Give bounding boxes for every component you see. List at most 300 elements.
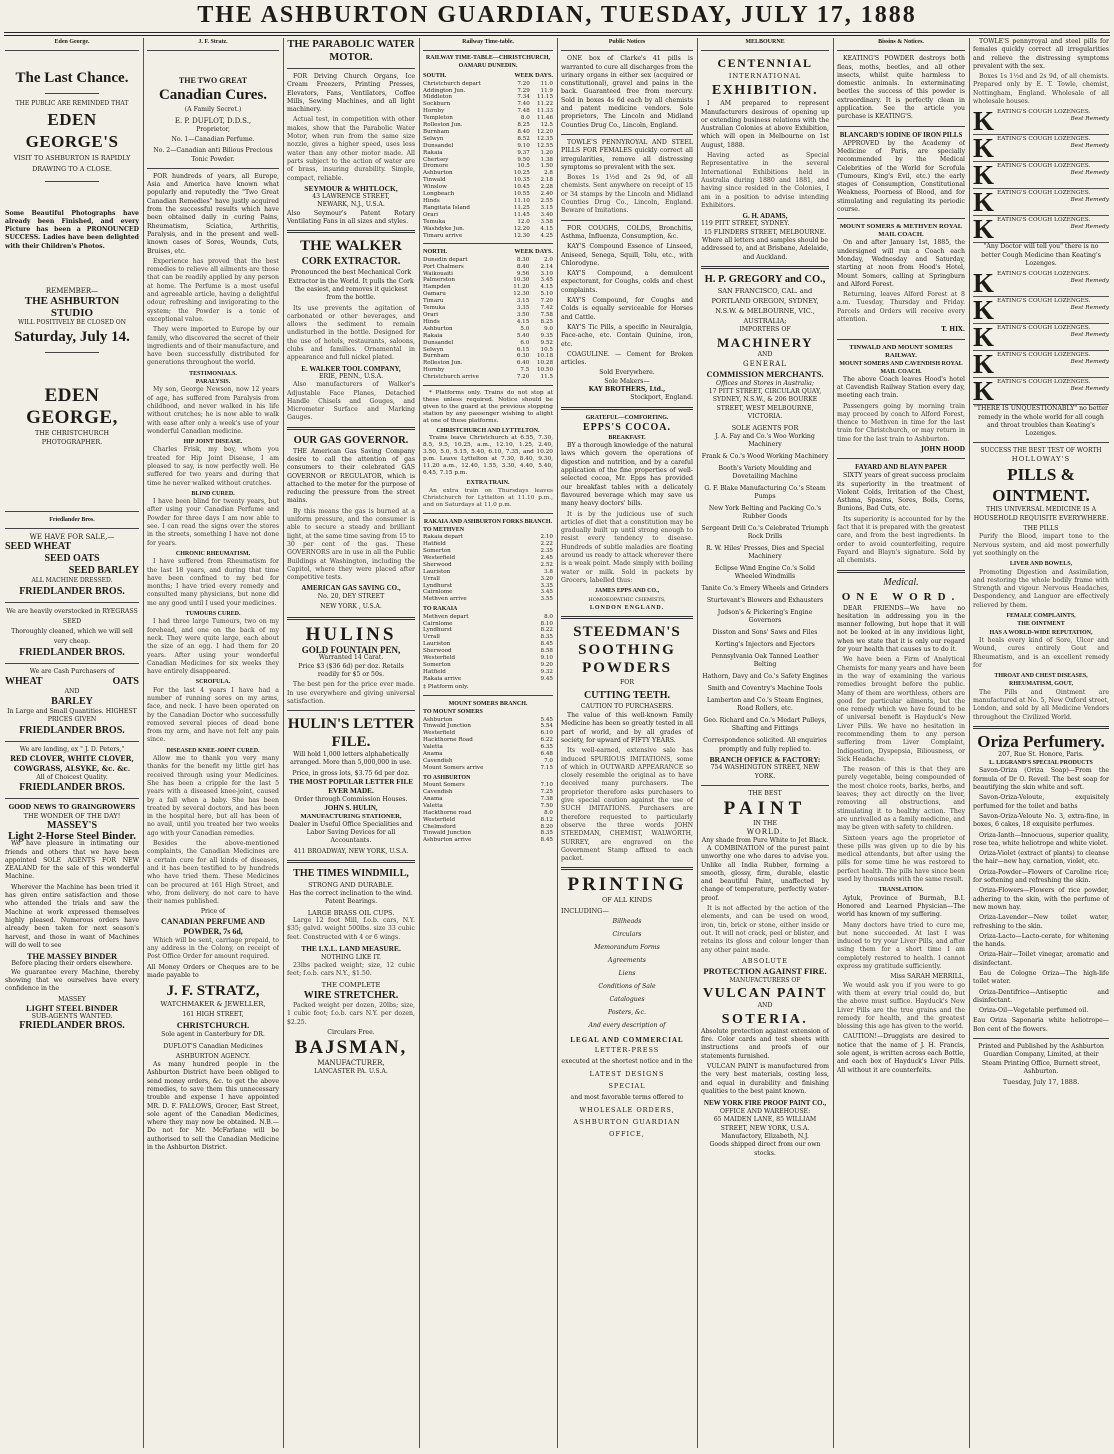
- departure-time: 2.18: [540, 177, 553, 184]
- translation-heading: TRANSLATION.: [878, 887, 924, 894]
- windmill-text: Has the correct inclination to the wind. Patent Bearings.: [289, 890, 413, 906]
- stationer-sub: Dealer in Useful Office Specialities and Labor Saving Devices for all Accountants.: [289, 820, 413, 845]
- rheumatism-gout: RHEUMATISM, GOUT,: [1009, 681, 1073, 688]
- column-6: MELBOURNE CENTENNIAL INTERNATIONAL EXHIBITION. I AM prepared to represent Manufacturers desirous of opening up or extending business relations with the Australian Colonies at above Exhibition, which will open in Melbourne on 1st August, 1888. Having acted as Special Representative in the several International Exhibitions held in Australia during 1880 and 1881, and having since resided in the Colonies, I am in a position to advise intending Exhibitors. G. H. ADAMS, 119 PITT STREET, SYDNEY. 15 FLINDERS STREET, MELBOURNE. Where all letters and samples should be addressed to, and at Brisbane, Adelaide, and Auckland. H. P. GREGORY and CO., SAN FRANCISCO, CAL. and PORTLAND OREGON, SYDNEY, N.S.W. & MELBOURNE, VIC., AUSTRALIA; IMPORTERS OF MACHINERY AND GENERAL COMMISSION MERCHANTS. Offices and Stores in Australia; 17 PITT STREET, CIRCULAR QUAY, SYDNEY, N.S.W., & 206 BOURKE STREET, WEST MELBOURNE, VICTORIA. SOLE AGENTS FOR J. A. Fay and Co.'s Woo Working Machinery Frank & Co.'s Wood Working Machinery Booth's Variety Moulding and Dovetailing Machine G. F. Blake Manufacturing Co.'s Steam Pumps New York Belting and Packing Co.'s Rubber Goods Sergeant Drill Co.'s Celebrated Triumph Rock Drills R. W. Hiles' Presses, Dies and Special Machinery Eclipse Wind Engine Co.'s Solid Wheeled Windmills Tanite Co.'s Emery Wheels and Grinders Sturtevant's Blowers and Exhausters Judson's & Pickering's Engine Governors Disston and Sons' Saws and Files Korting's Injectors and Ejectors Pennsylvania Oak Tanned Leather Belting Hathorn, Davy and Co.'s Safety Engines Smith and Coventry's Machine Tools Lamberton and Co.'s Steam Engines, Road Rollers, etc. Geo. Richard and Co.'s Medart Pulleys, Shafting and Fittings Correspondence solicited. All enquiries promptly and fully replied to. BRANCH OFFICE & FACTORY: 754 WASHINGTON STREET, NEW YORK. THE BEST PAINT IN THE WORLD. Any shade from Pure White to Jet Black. A COMBINATION of the purest paint unworthy one who dares to advise you. Unlike all India Rubber, forming a smooth, glossy, firm, durable, elastic and beautiful Paint, unaffected by change of temperature, perfectly water-proof. It is not affected by the action of the elements, and can be used on wood, iron, tin, brick or stone, either inside or out. It will not crack, peel or blister, and retains its gloss and colour longer than any other paint made. ABSOLUTE PROTECTION AGAINST FIRE. MANUFACTURERS OF VULCAN PAINT AND SOTERIA. Absolute protection against extension of fire. Color cards and test sheets with instructions and proofs of our statements furnished. VULCAN PAINT is manufactured from the very best materials, costing less, and equal in durability and finishing qualities to the best paint known. NEW YORK FIRE PROOF PAINT CO., OFFICE AND WAREHOUSE: 65 MAIDEN LANE, 85 WILLIAM STREET, NEW YORK, U.S.A. Manufactory, Elizabeth, N.J. Goods shipped direct from our own stocks.: [701, 39, 829, 1157]
- oriza-address: 207, Rue St. Honore, Paris.: [998, 750, 1084, 758]
- timetable-row: [423, 824, 553, 831]
- column-divider: [833, 38, 834, 1448]
- sadler-signature: Miss SARAH MERRILL,: [890, 973, 965, 981]
- to-rakaia: TO RAKAIA: [423, 606, 458, 613]
- station-name: Sockburn: [423, 101, 451, 108]
- departure-time: 8.45: [540, 641, 553, 648]
- station-name: Addington Jun.: [423, 87, 466, 94]
- keatings-title: EATING'S COUGH LOZENGES.: [997, 217, 1091, 224]
- landing-text: We are landing, ex " J. D. Peters,": [19, 745, 125, 753]
- agent-item: Tanite Co.'s Emery Wheels and Grinders: [701, 585, 829, 593]
- exhibition-text: I AM prepared to represent Manufacturers desirous of opening up or extending business relations with the Australian Colonies at above Exhibition, which will open in Melbourne on 1st August, 1888.: [701, 100, 829, 149]
- timetable-row: [423, 284, 553, 291]
- timetable-row: [423, 803, 553, 810]
- gas-text: THE American Gas Saving Company desire to call the attention of gas consumers to their celebrated GAS GOVERNOR or REGULATOR, which is attached to the meter for the purpose of reducing the pressure from the street mains.: [287, 447, 415, 505]
- departure-time: 8.22: [540, 627, 553, 634]
- for-label: FOR: [619, 679, 635, 687]
- station-name: Middleton: [423, 94, 452, 101]
- departure-time: 7.40: [517, 101, 530, 108]
- station-name: Rangitata Island: [423, 204, 470, 211]
- departure-time: 3.15: [516, 298, 530, 305]
- departure-time: 9.20: [540, 661, 553, 668]
- departure-time: 9.35: [540, 332, 553, 339]
- letter-price: Price, in gross lots, $3.75 6d per doz.: [292, 769, 410, 777]
- sole-agents-label: SOLE AGENTS FOR: [731, 424, 799, 433]
- departure-time: 3.50: [516, 311, 530, 318]
- keatings-ad: [973, 297, 1109, 324]
- keatings-lozenge-ads: [973, 108, 1109, 243]
- timetable-row: [423, 353, 553, 360]
- departure-time: 8.40: [517, 128, 530, 135]
- circulars-free: Circulars Free.: [327, 1028, 375, 1036]
- female-complaints: FEMALE COMPLAINTS,: [1006, 613, 1076, 620]
- departure-time: 6.0: [520, 339, 530, 346]
- agent-item: J. A. Fay and Co.'s Woo Working Machinery: [715, 433, 815, 449]
- adams-name: G. H. ADAMS,: [742, 212, 788, 221]
- keatings-text: [997, 379, 1109, 393]
- departure-time: 5.10: [540, 291, 553, 298]
- departure-time: 10.35: [513, 177, 530, 184]
- station-name: Anama: [423, 795, 443, 802]
- station-name: Rakaia: [423, 149, 443, 156]
- james-epps: JAMES EPPS AND CO.,: [594, 588, 660, 595]
- ny-fire-proof: NEW YORK FIRE PROOF PAINT CO.,: [703, 1099, 827, 1108]
- printing-item: Memorandum Forms: [594, 944, 660, 952]
- wheat-label: WHEAT: [5, 675, 43, 687]
- station-name: Hornby: [423, 367, 445, 374]
- agent-item: Lamberton and Co.'s Steam Engines, Road Rollers, etc.: [706, 697, 824, 713]
- timetable-row: [423, 744, 553, 751]
- departure-time: 6.10: [540, 730, 553, 737]
- erie-label: ERIE, PENN., U.S.A.: [318, 372, 384, 380]
- keatings-powder-text: KEATING'S POWDER destroys both fleas, moths, beetles, and all other insects, whilst quite harmless to domestic animals. In exterminating beetles the success of this powder is extraordinary. It is perfectly clean in application. See the article you purchase is KEATING'S.: [837, 55, 965, 121]
- station-name: Lyndhurst: [423, 627, 452, 634]
- thoroughly-text: Thoroughly cleaned, which we will sell very cheap.: [11, 627, 133, 645]
- departure-time: 9.56: [516, 270, 530, 277]
- keatings-remedy: Best Remedy: [1070, 332, 1109, 339]
- station-name: Washdyke Jun.: [423, 225, 465, 232]
- sole-agent-text: Sole agent in Canterbury for DR. DUFLOT'S Canadian Medicines: [161, 1030, 265, 1050]
- masthead-rule: [4, 32, 1110, 33]
- departure-time: 3.58: [540, 218, 553, 225]
- tumours-heading: TUMOURS CURED.: [185, 611, 241, 618]
- station-name: Selwyn: [423, 135, 444, 142]
- wonder-text: THE WONDER OF THE DAY!: [23, 811, 121, 820]
- hulins-heading: HULINS: [305, 624, 397, 646]
- departure-time: 12.30: [513, 232, 530, 239]
- keatings-title: EATING'S COUGH LOZENGES.: [997, 379, 1091, 386]
- timetable-row: [423, 219, 553, 226]
- timetable-row: [423, 347, 553, 354]
- to-methven: TO METHVEN: [423, 526, 465, 533]
- station-name: Timaru arrive: [423, 232, 463, 239]
- timetable-row: [423, 789, 553, 796]
- printing-item: And every description of: [588, 1022, 666, 1030]
- keatings-remedy: Best Remedy: [1070, 386, 1109, 393]
- station-name: Valetta: [423, 802, 443, 809]
- agent-item: Judson's & Pickering's Engine Governors: [717, 609, 813, 625]
- executed-text: executed at the shortest notice and in the: [561, 1058, 693, 1066]
- family-secret: (A Family Secret.): [184, 105, 242, 113]
- oriza-product: Eau de Cologne Oriza—The high-life toilet water.: [973, 970, 1109, 986]
- departure-time: 11.5: [540, 374, 553, 381]
- printing-item: Billheads: [612, 918, 642, 926]
- station-name: Rolleston Jun.: [423, 360, 463, 367]
- station-name: Westerfield: [423, 655, 456, 662]
- timetable-row: [423, 81, 553, 88]
- north-header-row: [423, 248, 553, 256]
- timetable-row: [423, 150, 553, 157]
- special-label: SPECIAL: [608, 1082, 646, 1091]
- timetable-row: [423, 676, 553, 683]
- departure-time: 3.10: [540, 270, 553, 277]
- commission-heading: COMMISSION MERCHANTS.: [706, 368, 824, 379]
- railway-subheader: RAILWAY TIME-TABLE—CHRISTCHURCH, OAMARU DUNEDIN.: [425, 55, 551, 69]
- masthead: [0, 0, 1114, 30]
- timetable-row: [423, 541, 553, 548]
- bajsman-address: LANCASTER PA. U.S.A.: [314, 1067, 388, 1075]
- walker-title: THE WALKER: [300, 238, 402, 255]
- sole-makers: Sole Makers—: [604, 377, 650, 385]
- departure-time: 11.22: [536, 101, 553, 108]
- timetable-row: [423, 796, 553, 803]
- station-name: Port Chalmers: [423, 263, 464, 270]
- masseys-label: MASSEY'S: [46, 819, 97, 831]
- timetable-row: [423, 298, 553, 305]
- timetable-row: [423, 226, 553, 233]
- walker-text: Pronounced the best Mechanical Cork Extractor in the World. It pulls the Cork the easiest, and removes it quickest from the bottle.: [288, 269, 414, 302]
- oriza-product: Savon-Oriza-Veloute No. 3, extra-fine, in boxes, 6 cakes, 18 exquisite perfumes.: [973, 812, 1109, 829]
- agent-item: Hathorn, Davy and Co.'s Safety Engines: [702, 673, 828, 681]
- agent-item: Pennsylvania Oak Tanned Leather Belting: [711, 653, 819, 669]
- goods-shipped: Goods shipped direct from our own stocks.: [709, 1141, 821, 1157]
- departure-time: 5.0: [520, 325, 530, 332]
- timetable-row: [423, 291, 553, 298]
- agent-item: Smith and Coventry's Machine Tools: [707, 685, 823, 693]
- timetable-row: [423, 751, 553, 758]
- column-divider: [557, 38, 558, 1448]
- complete-label: THE COMPLETE: [321, 980, 381, 989]
- station-name: Burnham: [423, 128, 450, 135]
- timetable-row: [423, 589, 553, 596]
- column-header: Public Notices: [608, 39, 646, 45]
- timetable-row: [423, 212, 553, 219]
- timetable-row: [423, 136, 553, 143]
- departure-time: 3.45: [540, 589, 553, 596]
- timetable-row: [423, 810, 553, 817]
- the-best-label: THE BEST: [748, 789, 782, 797]
- gregory-cities: SAN FRANCISCO, CAL. and PORTLAND OREGON, SYDNEY, N.S.W. & MELBOURNE, VIC., AUSTRALIA;: [711, 286, 819, 325]
- station-name: Dunsandel: [423, 142, 454, 149]
- keatings-ad: [973, 162, 1109, 189]
- letter-file-heading: HULIN'S LETTER FILE.: [287, 716, 415, 751]
- departure-time: 3.35: [540, 582, 553, 589]
- departure-time: 10.45: [513, 184, 530, 191]
- gold-pen-heading: GOLD FOUNTAIN PEN,: [301, 645, 401, 656]
- departure-time: 2.8: [544, 170, 553, 177]
- departure-time: 10.55: [513, 191, 530, 198]
- station-name: Ashburton: [423, 170, 453, 177]
- column-header: Eden George.: [54, 39, 90, 45]
- cutting-teeth-heading: CUTTING TEETH.: [584, 690, 670, 702]
- agents-text: We have pleasure in intimating our friends and others that we have been appointed SOLE AGENTS FOR NEW ZEALAND for the sale of this wonderful Machine.: [5, 840, 139, 881]
- gas-address: No. 20, DEY STREET: [317, 592, 385, 600]
- mount-somers-title: MOUNT SOMERS & METHVEN ROYAL MAIL COACH.: [839, 223, 963, 239]
- keatings-remedy: Best Remedy: [1070, 224, 1109, 231]
- departure-time: 3.8: [544, 568, 553, 575]
- column-header: J. F. Stratz.: [198, 39, 228, 45]
- adams-address-2: 15 FLINDERS STREET, MELBOURNE.: [703, 228, 827, 236]
- timetable-row: [423, 662, 553, 669]
- column-2: J. F. Stratz. THE TWO GREAT Canadian Cures. (A Family Secret.) E. P. DUFLOT, D.D.S., Proprietor, No. 1—Canadian Perfume. No. 2—Canadian anti Bilious Precious Tonic Powder. FOR hundreds of years, all Europe, Asia and America have known what popularly and reputedly the "Two Great Canadian Remedies" have justly acquired from the successful results which have been obtained daily in curing Pains, Rheumatism, Sciatica, Arthritis, Paralysis, and in the present and well-known cases of Sores, Wounds, Cuts, Bruises, etc. Experience has proved that the best remedies to relieve all ailments are those that can be readily applied by any person at home. The Perfume is a most useful and agreeable article, having a delightful odour, refreshing and invigorating to the system; the Powder is a tonic of exceptional value. They were imported to Europe by our family, who discovered the secret of their ingredients and of their manufacture, and have been successfully distributed for generations throughout the world. TESTIMONIALS. PARALYSIS. My son, George Newson, now 12 years of age, has suffered from Paralysis from childhood, and never walked in his life without crutches; he is now able to walk with ease after only a week's use of your wonderful Canadian medicine. HIP JOINT DISEASE. Charles Frisk, my boy, whom you treated for Hip Joint Disease, I am pleased to say, is now perfectly well. He suffered for two years and during that time he never walked without crutches. BLIND CURED. I have been blind for twenty years, but after using your Canadian Perfume and Powder for three days I am now able to see. I can read the signs over the stores in the streets, something I have not done for years. CHRONIC RHEUMATISM. I have suffered from Rheumatism for the last 18 years, and during that time have been confined to my bed for months; I have tried every remedy and consulted many physicians, but none did me any good until I used your medicines. TUMOURS CURED. I had three large Tumours, two on my forehead, and one on the back of my neck. They were quite large, each about the size of an egg. I had them for 20 years. After using your wonderful Canadian Medicines for six weeks they have entirely disappeared. SCROFULA. For the last 4 years I have had a number of running sores on my arms, face, and neck. I have been operated on by the Canadian Doctor who successfully removed several pieces of dead bone from my arm, and have not felt any pain since. DISEASED KNEE-JOINT CURED. Allow me to thank you very many thanks for the benefit my little girl has received through using your Medicines. She has been a cripple for the last 5 years with a diseased knee-joint, caused by a fall when a baby. She has been treated by several doctors, and has been in the hospital here, but all has been of no avail, until you treated her two weeks ago with your Canadian remedies. Besides the above-mentioned complaints, the Canadian Medicines are a certain cure for all kinds of diseases, and it has been testified to by hundreds who have tried them. These Medicines can be procured at 161 High Street, and who, from delivery, do not care to have their names published. Price of CANADIAN PERFUME AND POWDER, 7s 6d, Which will be sent, carriage prepaid, to any address in the Colony, on receipt of Post Office Order for amount required. All Money Orders or Cheques are to be made payable to J. F. STRATZ, WATCHMAKER & JEWELLER, 161 HIGH STREET, CHRISTCHURCH. Sole agent in Canterbury for DR. DUFLOT'S Canadian Medicines ASHBURTON AGENCY. As many hundred people in the Ashburton District have been obliged to send money orders, &c. to get the above remedies, to save them this unnecessary trouble and expense I have appointed MR. D. F. FALLOWS, Grocer, East Street, sole agent of the Canadian Medicines, where they may now be obtained. N.B.—Do not for Mr. McFarlane will be authorised to sell the Canadian Medicine in the Ashburton District.: [147, 39, 279, 1152]
- timetable-row: [423, 191, 553, 198]
- eden-george-name: EDEN GEORGE,: [26, 384, 118, 428]
- rakaia-forks-heading: RAKAIA AND ASHBURTON FORKS BRANCH.: [423, 518, 553, 525]
- station-name: Waikouaiti: [423, 270, 453, 277]
- agent-item: Disston and Sons' Saws and Files: [712, 629, 818, 637]
- timetable-row: [423, 115, 553, 122]
- keatings-title: EATING'S COUGH LOZENGES.: [997, 136, 1091, 143]
- timetable-row: [423, 312, 553, 319]
- caution-heading: CAUTION TO PURCHASERS.: [580, 703, 674, 711]
- money-orders-text: All Money Orders or Cheques are to be made payable to: [147, 963, 279, 979]
- keatings-ad: [973, 378, 1109, 405]
- keatings-remedy: Best Remedy: [1070, 143, 1109, 150]
- timetable-row: [423, 374, 553, 381]
- maiden-lane: 65 MAIDEN LANE, 85 WILLIAM STREET, NEW YORK, U.S.A.: [713, 1116, 817, 1132]
- timetable-row: [423, 621, 553, 628]
- departure-time: 10.30: [513, 277, 530, 284]
- coaguline-text: COAGULINE. — Cement for Broken articles.: [561, 350, 693, 367]
- departure-time: 8.58: [540, 648, 553, 655]
- timetable-row: [423, 627, 553, 634]
- column-divider: [283, 38, 284, 1448]
- pen-price: Price $3 ($36 6d) per doz. Retails readily for $5 or 50s.: [298, 662, 404, 678]
- departure-time: 12.20: [536, 128, 553, 135]
- rakaia-timetable: [423, 614, 553, 683]
- departure-time: 4.15: [516, 318, 530, 325]
- last-chance-heading: The Last Chance.: [15, 70, 129, 87]
- keatings-remedy: Best Remedy: [1070, 359, 1109, 366]
- station-name: Sherwood: [423, 648, 452, 655]
- seed-wheat: SEED WHEAT: [5, 541, 72, 553]
- cash-purchasers: We are Cash Purchasers of: [29, 667, 115, 675]
- guardian-label: ASHBURTON GUARDIAN: [573, 1118, 681, 1127]
- oriza-closing: Eau Oriza Saponaria white heliotrope—Bon cent of the flowers.: [973, 1017, 1109, 1033]
- timetable-row: [423, 233, 553, 240]
- methven-timetable: [423, 534, 553, 603]
- gas-company: AMERICAN GAS SAVING CO.,: [301, 584, 401, 593]
- machinery-heading: MACHINERY: [716, 335, 814, 351]
- friedlander-name: FRIEDLANDER BROS.: [19, 646, 125, 658]
- departure-time: 12.0: [517, 218, 530, 225]
- station-name: Lyndhurst: [423, 582, 452, 589]
- tinwald-text: The above Coach leaves Hood's hotel at Cavendish Railway Station every day, meeting each train.: [837, 375, 965, 400]
- station-name: Valetta: [423, 744, 443, 751]
- paralysis-heading: PARALYSIS.: [195, 379, 231, 386]
- departure-time: 2.22: [540, 541, 553, 548]
- column-8: TOWLE'S pennyroyal and steel pills for females quickly correct all irregularities and relieve the distressing symptoms prevalent with the sex. Boxes 1s 1½d and 2s 9d, of all chemists. Prepared only by E. T. Towle, chemist, Nottingham, England. Wholesale of all wholesale houses. K EATING'S COUGH LOZENGES. Best Remedy K EATING'S COUGH LOZENGES. Best Remedy K EATING'S COUGH LOZENGES. Best Remedy K EATING'S COUGH LOZENGES. Best Remedy K EATING'S COUGH LOZENGES. Best Remedy "Any Doctor will tell you" there is no better Cough Medicine than Keating's Lozenges. K EATING'S COUGH LOZENGES. Best Remedy K EATING'S COUGH LOZENGES. Best Remedy K EATING'S COUGH LOZENGES. Best Remedy K EATING'S COUGH LOZENGES. Best Remedy K EATING'S COUGH LOZENGES. Best Remedy "THERE IS UNQUESTIONABLY" no better remedy in the whole world for all cough and throat troubles than Keating's Lozenges. SUCCESS THE BEST TEST OF WORTH HOLLOWAY'S PILLS & OINTMENT. THIS UNIVERSAL MEDICINE IS A HOUSEHOLD REQUISITE EVERYWHERE. THE PILLS Purify the Blood, impart tone to the Nervous system, and aid most powerfully yet soothingly on the LIVER AND BOWELS, Promoting Digestion and Assimilation, and restoring the whole bodily frame with Strength and vigour. Nervous Headaches, Despondency, and Languor are effectively relieved by them. FEMALE COMPLAINTS, THE OINTMENT HAS A WORLD-WIDE REPUTATION, It heals every kind of Sore, Ulcer and Wound, cures entirely Gout and Rheumatism, and is an excellent remedy for THROAT AND CHEST DISEASES, RHEUMATISM, GOUT, The Pills and Ointment are manufactured at No. 5, New Oxford street, London, and sold by all Medicine Vendors throughout the Civilized World. Oriza Perfumery. 207, Rue St. Honore, Paris. L. LEGRAND'S SPECIAL PRODUCTS Savon-Oriza (Oriza Soap)—From the formula of Dr O. Reveil. The best soap for beautifying the skin white and soft. Savon-Oriza-Veloute, exquisitely perfumed for the toilet and baths Savon-Oriza-Veloute No. 3, extra-fine, in boxes, 6 cakes, 18 exquisite perfumes. Oriza-Ianth—Innocuous, superior quality, rose tea, white heliotrope and white violet. Oriza-Violet (extract of plants) to cleanse the hair—new hay, carnation, violet, etc. Oriza-Powder—Flowers of Caroline rice; for softening and refreshing the skin. Oriza-Flowers—Flowers of rice powder, adhering to the skin, with the perfume of new mown hay. Oriza-Lavender—New toilet water, refreshing to the skin. Oriza-Lacto—Lacto-cerate, for whitening the hands. Oriza-Hair—Toilet vinegar, aromatic and disinfectant. Eau de Cologne Oriza—The high-life toilet water. Oriza-Dentifrice—Antiseptic and disinfectant. Oriza-Oil—Vegetable perfumed oil. Eau Oriza Saponaria white heliotrope—Bon cent of the flowers. Printed and Published by the Ashburton Guardian Company, Limited, at their Steam Printing Office, Burnett street, Ashburton. Tuesday, July 17, 1888.: [973, 38, 1109, 1087]
- departure-time: 8.35: [540, 634, 553, 641]
- ixl-heading: THE I.X.L. LAND MEASURE.: [301, 943, 401, 953]
- station-name: Temuka: [423, 218, 446, 225]
- legrand-label: L. LEGRAND'S SPECIAL PRODUCTS: [989, 760, 1093, 767]
- pills-ointment-heading: PILLS & OINTMENT.: [992, 465, 1090, 506]
- station-name: Rakaia depart: [423, 534, 464, 541]
- soothing-heading: SOOTHING: [578, 642, 676, 659]
- departure-time: 11.0: [540, 80, 553, 87]
- departure-time: 12.5: [540, 122, 553, 129]
- departure-time: 7.34: [517, 94, 530, 101]
- tinwald-subtitle: MOUNT SOMERS AND CAVENDISH ROYAL MAIL COACH.: [839, 360, 963, 375]
- departure-time: 9.52: [540, 339, 553, 346]
- station-name: Somerton: [423, 661, 451, 668]
- including-label: INCLUDING—: [561, 906, 609, 915]
- station-name: Hatfield: [423, 541, 446, 548]
- timetable-row: [423, 614, 553, 621]
- station-name: Orari: [423, 311, 439, 318]
- kays-horses: KAY'S Compound, for Coughs and Colds is equally serviceable for Horses and Cattle.: [561, 297, 693, 321]
- railway-footnote: * Platforms only. Trains do not stop at these unless required. Notice should be given to the guard at the previous stopping station by any passenger wishing to alight at one of these platforms.: [423, 390, 553, 425]
- departure-time: 10.25: [513, 170, 530, 177]
- agent-item: Eclipse Wind Engine Co.'s Solid Wheeled Windmills: [715, 565, 815, 581]
- departure-time: 6.35: [540, 744, 553, 751]
- correspondence-text: Correspondence solicited. All enquiries promptly and fully replied to.: [703, 737, 827, 753]
- departure-time: 7.5: [520, 367, 530, 374]
- wheat-oats-row: [5, 676, 139, 688]
- timetable-row: [423, 157, 553, 164]
- departure-time: 6.48: [540, 751, 553, 758]
- keatings-ad: [973, 108, 1109, 135]
- keatings-text: [997, 190, 1109, 204]
- general-label: GENERAL: [743, 359, 787, 368]
- parabolic-title: THE PARABOLIC WATER MOTOR.: [287, 39, 415, 63]
- keatings-remedy: Best Remedy: [1070, 116, 1109, 123]
- timetable-row: [423, 837, 553, 844]
- brass-oil-cups: LARGE BRASS OIL CUPS.: [307, 908, 395, 917]
- timetable-row: [423, 534, 553, 541]
- chch-lyttelton-text: Trains leave Christchurch at 6.55, 7.30, 8.5, 9.5, 10.25, a.m., 12.10, 1.25, 2.40, 3.50, 5.0, 5.15, 5.40, 6.10, 7.35, and 10.20 p.m. Leave Lyttelton at 7.30, 8.40, 9.30, 11.20 a.m., 12.40, 1.55, 3.30, 4.40, 5.40, 6.45, 7.15 p.m.: [423, 435, 553, 477]
- clarkes-text: ONE box of Clarke's 41 pills is warranted to cure all discharges from the urinary organs in either sex (acquired or constitutional), gravel and pains in the back. Guaranteed free from mercury. Sold in boxes 4s 6d each by all chemists and patent medicine vendors. Sole proprietors, The Lincoln and Midland Counties Drug Co., Lincoln, England.: [561, 55, 693, 129]
- steedmans-heading: STEEDMAN'S: [573, 624, 681, 641]
- departure-time: 8.25: [540, 318, 553, 325]
- binder-heading: Light 2-Horse Steel Binder.: [8, 829, 136, 842]
- keatings-remedy: Best Remedy: [1070, 170, 1109, 177]
- departure-time: 5.45: [540, 716, 553, 723]
- departure-time: 6.15: [516, 346, 530, 353]
- adams-address-1: 119 PITT STREET, SYDNEY.: [701, 220, 790, 228]
- the-pills-label: THE PILLS: [1023, 525, 1059, 533]
- column-divider: [697, 38, 698, 1448]
- departure-time: 11.33: [536, 108, 553, 115]
- there-is-text: "THERE IS UNQUESTIONABLY" no better remedy in the whole world for all cough and throat troubles than Keating's Lozenges.: [974, 405, 1108, 438]
- holloways-label: HOLLOWAY'S: [1011, 455, 1071, 464]
- oriza-product: Oriza-Hair—Toilet vinegar, aromatic and disinfectant.: [973, 951, 1109, 967]
- perfume-powder-price: CANADIAN PERFUME AND POWDER, 7s 6d,: [161, 916, 265, 936]
- kays-essence: KAY'S Compound Essence of Linseed, Aniseed, Senega, Squill, Tolu, etc., with Chlorodyne.: [561, 243, 693, 267]
- station-name: Longbeach: [423, 191, 455, 198]
- agency-text: As many hundred people in the Ashburton District have been obliged to send money orders, &c. to get the above remedies, to save them this unnecessary trouble and expense I have appointed MR. D. F. FALLOWS, Grocer, East Street, sole agent of the Canadian Medicines, where they may now be obtained. N.B.—Do not for Mr. McFarlane will be authorised to sell the Canadian Medicine in the Ashburton District.: [147, 1061, 279, 1152]
- legal-commercial: LEGAL AND COMMERCIAL: [570, 1036, 684, 1045]
- departure-time: 7.20: [517, 80, 530, 87]
- massey-binder-heading: THE MASSEY BINDER: [26, 951, 118, 962]
- station-name: Rolleston Jun.: [423, 122, 463, 129]
- k-initial: K: [973, 295, 995, 326]
- station-name: Cavendish: [423, 789, 453, 795]
- timetable-row: [423, 641, 553, 648]
- absolute-label: ABSOLUTE: [742, 956, 788, 965]
- public-reminded: THE PUBLIC ARE REMINDED THAT: [15, 100, 129, 108]
- timetable-row: [423, 730, 553, 737]
- station-name: Orari: [423, 211, 439, 218]
- knee-heading: DISEASED KNEE-JOINT CURED.: [166, 747, 260, 754]
- seed-barley: SEED BARLEY: [68, 565, 139, 577]
- departure-time: 10.50: [536, 367, 553, 374]
- no1-label: No. 1—Canadian Perfume.: [171, 135, 255, 143]
- keatings-title: EATING'S COUGH LOZENGES.: [997, 298, 1091, 305]
- departure-time: 3.45: [540, 277, 553, 284]
- station-name: Hinds: [423, 318, 440, 325]
- wholesale-orders: WHOLESALE ORDERS,: [579, 1106, 675, 1115]
- letter-text: Will hold 1,000 letters alphabetically arranged. More than 5,000,000 in use.: [290, 751, 412, 767]
- timetable-row: [423, 257, 553, 264]
- printing-item: Conditions of Sale: [598, 983, 656, 991]
- timetable-row: [423, 163, 553, 170]
- k-initial: K: [973, 376, 995, 407]
- station-name: Dunedin depart: [423, 256, 468, 263]
- keatings-remedy: Best Remedy: [1070, 305, 1109, 312]
- world-label: WORLD.: [746, 828, 784, 837]
- departure-time: 8.10: [540, 620, 553, 627]
- strong-durable: STRONG AND DURABLE.: [308, 881, 394, 890]
- eden-role: THE CHRISTCHURCH PHOTOGRAPHER.: [34, 428, 110, 446]
- timetable-row: [423, 94, 553, 101]
- departure-time: 11.10: [513, 198, 530, 204]
- departure-time: 2.10: [540, 534, 553, 541]
- keatings-text: [997, 271, 1109, 285]
- departure-time: 6.40: [516, 360, 530, 367]
- station-name: Winslow: [423, 184, 447, 191]
- departure-time: 8.12: [540, 816, 553, 823]
- photos-text: Some Beautiful Photographs have already been Finished, and every Picture has been a PRONOUNCED SUCCESS. Ladies have been delighted with their Children's Photos.: [5, 209, 139, 250]
- printing-items: [561, 915, 693, 1032]
- station-name: Hackthorne road: [423, 809, 472, 816]
- keatings-ad: [973, 270, 1109, 297]
- worldwide-reputation: HAS A WORLD-WIDE REPUTATION,: [989, 629, 1093, 636]
- departure-time: 2.40: [540, 191, 553, 198]
- departure-time: 11.25: [513, 204, 530, 211]
- timetable-row: [423, 723, 553, 730]
- timetable-row: [423, 360, 553, 367]
- departure-time: 4.15: [540, 284, 553, 291]
- departure-time: 8.0: [544, 809, 553, 816]
- scrofula-heading: SCROFULA.: [195, 679, 231, 686]
- and-label: AND: [757, 1002, 773, 1010]
- departure-time: 8.25: [517, 122, 530, 129]
- station-name: Tinwald: [423, 177, 446, 184]
- london-label: LONDON ENGLAND.: [589, 604, 665, 611]
- station-name: Urrall: [423, 575, 440, 582]
- oriza-product: Oriza-Violet (extract of plants) to cleanse the hair—new hay, carnation, violet, etc.: [973, 850, 1109, 866]
- proprietor-label: Proprietor,: [196, 125, 230, 133]
- timetable-row: [423, 782, 553, 789]
- towle-text: TOWLE'S pennyroyal and steel pills for females quickly correct all irregularities and relieve the distressing symptoms prevalent with the sex.: [973, 38, 1109, 70]
